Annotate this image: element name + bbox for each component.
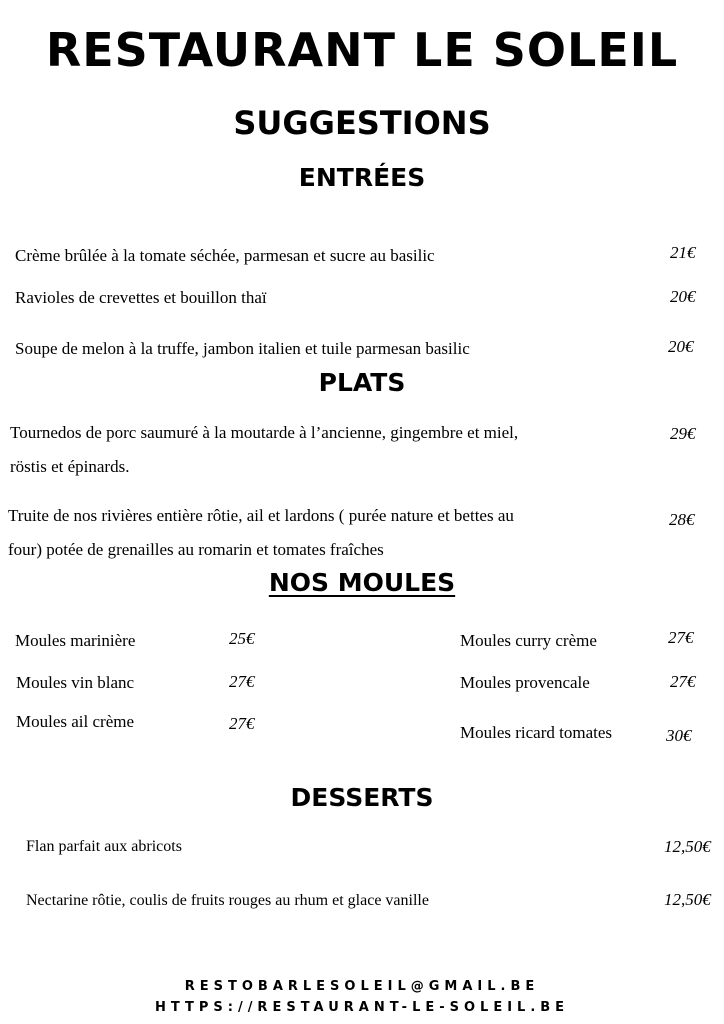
menu-item-name-line2: röstis et épinards. xyxy=(10,457,130,476)
menu-item-price: 21€ xyxy=(670,243,696,262)
section-heading-entrees: ENTRÉES xyxy=(298,163,426,192)
menu-item-name: Ravioles de crevettes et bouillon thaï xyxy=(15,288,267,307)
menu-item-name: Moules provencale xyxy=(460,673,590,692)
menu-item-price: 27€ xyxy=(668,628,694,647)
section-heading-moules xyxy=(0,566,724,600)
menu-item-name: Flan parfait aux abricots xyxy=(26,838,182,855)
menu-item-price: 25€ xyxy=(229,629,255,648)
menu-item-name: Crème brûlée à la tomate séchée, parmesan et sucre au basilic xyxy=(15,246,435,265)
website-link[interactable]: HTTPS://RESTAURANT-LE-SOLEIL.BE xyxy=(154,1000,570,1015)
menu-item-name: Moules curry crème xyxy=(460,631,597,650)
page-subtitle: SUGGESTIONS xyxy=(233,104,491,142)
menu-item-price: 27€ xyxy=(229,672,255,691)
menu-item-price: 12,50€ xyxy=(664,837,711,856)
menu-item-price: 28€ xyxy=(669,510,695,529)
menu-item-name-line1: Truite de nos rivières entière rôtie, ail et lardons ( purée nature et bettes au xyxy=(8,506,514,525)
menu-item-name: Nectarine rôtie, coulis de fruits rouges au rhum et glace vanille xyxy=(26,892,429,909)
restaurant-name: RESTAURANT LE SOLEIL xyxy=(45,23,679,77)
contact-email[interactable]: RESTOBARLESOLEIL@GMAIL.BE xyxy=(184,979,540,994)
menu-item-price: 27€ xyxy=(670,672,696,691)
menu-item-name: Moules ail crème xyxy=(16,712,135,731)
menu-item-price: 30€ xyxy=(666,726,692,745)
menu-item-price: 27€ xyxy=(229,714,255,733)
section-heading-moules-text: NOS MOULES xyxy=(268,568,456,597)
menu-item-name-line2: four) potée de grenailles au romarin et tomates fraîches xyxy=(8,540,384,559)
menu-item-name: Moules marinière xyxy=(15,631,136,650)
menu-item-name: Moules vin blanc xyxy=(16,673,135,692)
menu-item-price: 29€ xyxy=(670,424,696,443)
menu-item-price: 12,50€ xyxy=(664,890,711,909)
menu-item-name-line1: Tournedos de porc saumuré à la moutarde à l’ancienne, gingembre et miel, xyxy=(10,423,519,442)
menu-item-name: Moules ricard tomates xyxy=(460,723,613,742)
section-heading-desserts: DESSERTS xyxy=(290,783,434,812)
menu-item-name: Soupe de melon à la truffe, jambon italien et tuile parmesan basilic xyxy=(15,339,470,358)
section-heading-plats: PLATS xyxy=(318,368,406,397)
menu-item-price: 20€ xyxy=(670,287,696,306)
menu-item-price: 20€ xyxy=(668,337,694,356)
